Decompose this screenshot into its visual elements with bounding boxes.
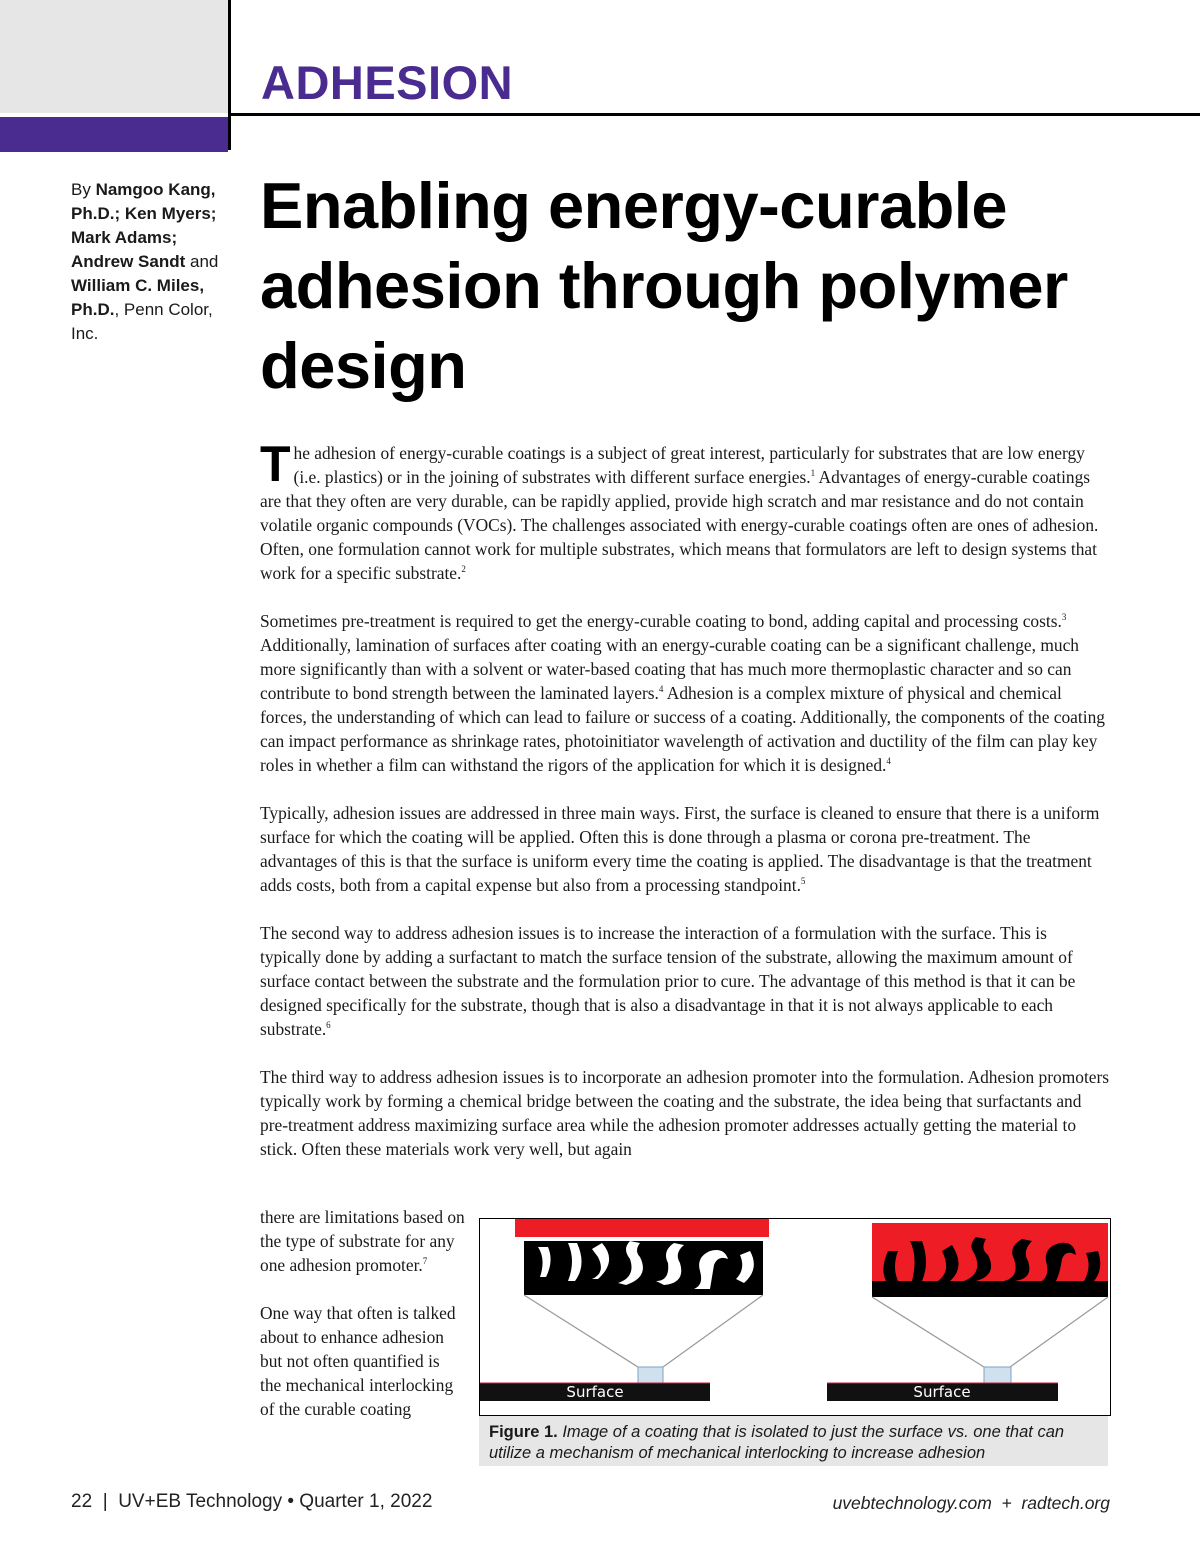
byline-authors-2: William C. Miles, Ph.D.: [71, 276, 205, 319]
paragraph-2-text-2: Additionally, lamination of surfaces after coating with an energy-curable coating can be a significant challenge, much more significantly than with a solvent or water-based coating that has much more thermoplastic character and so can contribute to bond strength between the laminated layers.: [260, 635, 1079, 703]
left-zoom-line-1: [524, 1295, 638, 1367]
footnote-ref: 4: [886, 756, 891, 767]
article-body: [260, 436, 1110, 1161]
byline: [71, 178, 233, 346]
paragraph-2-text-3: Adhesion is a complex mixture of physical and chemical forces, the understanding of which can lead to failure or success of a coating. Additionally, the components of the coating can impact performance as shrinkage rates, photoinitiator wavelength of activation and ductility of the film can play key roles in whether a film can withstand the rigors of the application for which it is designed.: [260, 683, 1105, 775]
paragraph-4: [260, 921, 1110, 1041]
header-horizontal-rule: [228, 113, 1200, 116]
figure-1-caption: [479, 1416, 1108, 1466]
footnote-ref: 7: [422, 1256, 428, 1267]
figure-caption-text: Image of a coating that is isolated to just the surface vs. one that can utilize a mechanism of mechanical interlocking to increase adhesion: [489, 1423, 1065, 1462]
paragraph-4-text: The second way to address adhesion issues is to increase the interaction of a formulation with the surface. This is typically done by adding a surfactant to match the surface tension of the substrate, allowing the maximum amount of surface contact between the substrate and the formulation prior to cure. The advantage of this method is that it can be designed specifically for the substrate, though that is also a disadvantage in that it is not always applicable to each substrate.: [260, 923, 1076, 1039]
footnote-ref: 4: [658, 684, 664, 695]
paragraph-2-text: Sometimes pre-treatment is required to get the energy-curable coating to bond, adding capital and processing costs.: [260, 611, 1062, 631]
left-film: [524, 1241, 763, 1295]
paragraph-3-text: Typically, adhesion issues are addressed in three main ways. First, the surface is cleaned to ensure that there is a uniform surface for which the coating will be applied. Often this is done through a plasma or corona pre-treatment. The advantages of this is that the surface is uniform every time the coating is applied. The disadvantage is that the treatment adds costs, both from a capital expense but also from a processing standpoint.: [260, 803, 1100, 895]
paragraph-1-text-2: Advantages of energy-curable coatings are that they often are very durable, can be rapidly applied, provide high scratch and mar resistance and do not contain volatile organic compounds (VOCs). The challenges associated with energy-curable coatings often are ones of adhesion. Often, one formulation cannot work for multiple substrates, which means that formulators are left to design systems that work for a specific substrate.: [260, 467, 1099, 583]
figure-1-illustration: [480, 1219, 1110, 1415]
publication-name: UV+EB Technology • Quarter 1, 2022: [118, 1491, 433, 1512]
byline-connector: and: [185, 252, 219, 271]
paragraph-5-continued: [260, 1205, 465, 1277]
paragraph-2: [260, 609, 1110, 777]
right-surface-label: Surface: [913, 1383, 971, 1401]
paragraph-5-continued-text: there are limitations based on the type of substrate for any one adhesion promoter.: [260, 1207, 465, 1275]
byline-authors-1: Namgoo Kang, Ph.D.; Ken Myers; Mark Adams; Andrew Sandt: [71, 180, 217, 271]
footnote-ref: 1: [810, 468, 816, 479]
drop-cap: T: [260, 436, 291, 492]
byline-prefix: By: [71, 180, 96, 199]
paragraph-6-text: One way that often is talked about to enhance adhesion but not often quantified is the mechanical interlocking of the curable coating: [260, 1303, 456, 1419]
article-title: Enabling energy-curable adhesion through polymer design: [260, 169, 1068, 402]
left-zoom-line-2: [663, 1295, 763, 1367]
figure-1: [479, 1218, 1111, 1416]
paragraph-1: [260, 436, 1110, 585]
section-label: ADHESION: [261, 56, 514, 109]
header-gray-block: [0, 0, 228, 113]
footer-websites: uvebtechnology.com + radtech.org: [832, 1493, 1110, 1513]
right-zoom-line-2: [1010, 1297, 1108, 1367]
paragraph-3: [260, 801, 1110, 897]
paragraph-1-text: he adhesion of energy-curable coatings is a subject of great interest, particularly for substrates that are low energy (i.e. plastics) or in the joining of substrates with different surface energies.: [293, 443, 1085, 487]
left-surface-label: Surface: [566, 1383, 624, 1401]
footnote-ref: 5: [800, 876, 806, 887]
footnote-ref: 3: [1061, 612, 1067, 623]
footer-separator: |: [92, 1491, 119, 1512]
header-accent-bar: [0, 117, 228, 152]
paragraph-5: [260, 1065, 1110, 1161]
paragraph-6: [260, 1301, 465, 1421]
footnote-ref: 2: [461, 564, 466, 575]
right-zoom-line-1: [872, 1297, 984, 1367]
byline-affiliation: , Penn Color, Inc.: [71, 300, 213, 343]
figure-label: Figure 1.: [489, 1423, 558, 1441]
footnote-ref: 6: [326, 1020, 331, 1031]
page-number: 22: [71, 1491, 93, 1512]
paragraph-5-text: The third way to address adhesion issues is to incorporate an adhesion promoter into the formulation. Adhesion promoters typically work by forming a chemical bridge between the coating and the substrate, the idea being that surfactants and pre-treatment address maximizing surface area while the adhesion promoter addresses actually getting the material to stick. Often these materials work very well, but again: [260, 1067, 1110, 1159]
article-column-left: [260, 1205, 465, 1445]
header-vertical-rule: [228, 0, 231, 150]
footer-left: [71, 1489, 432, 1515]
left-red-coating: [515, 1219, 769, 1237]
